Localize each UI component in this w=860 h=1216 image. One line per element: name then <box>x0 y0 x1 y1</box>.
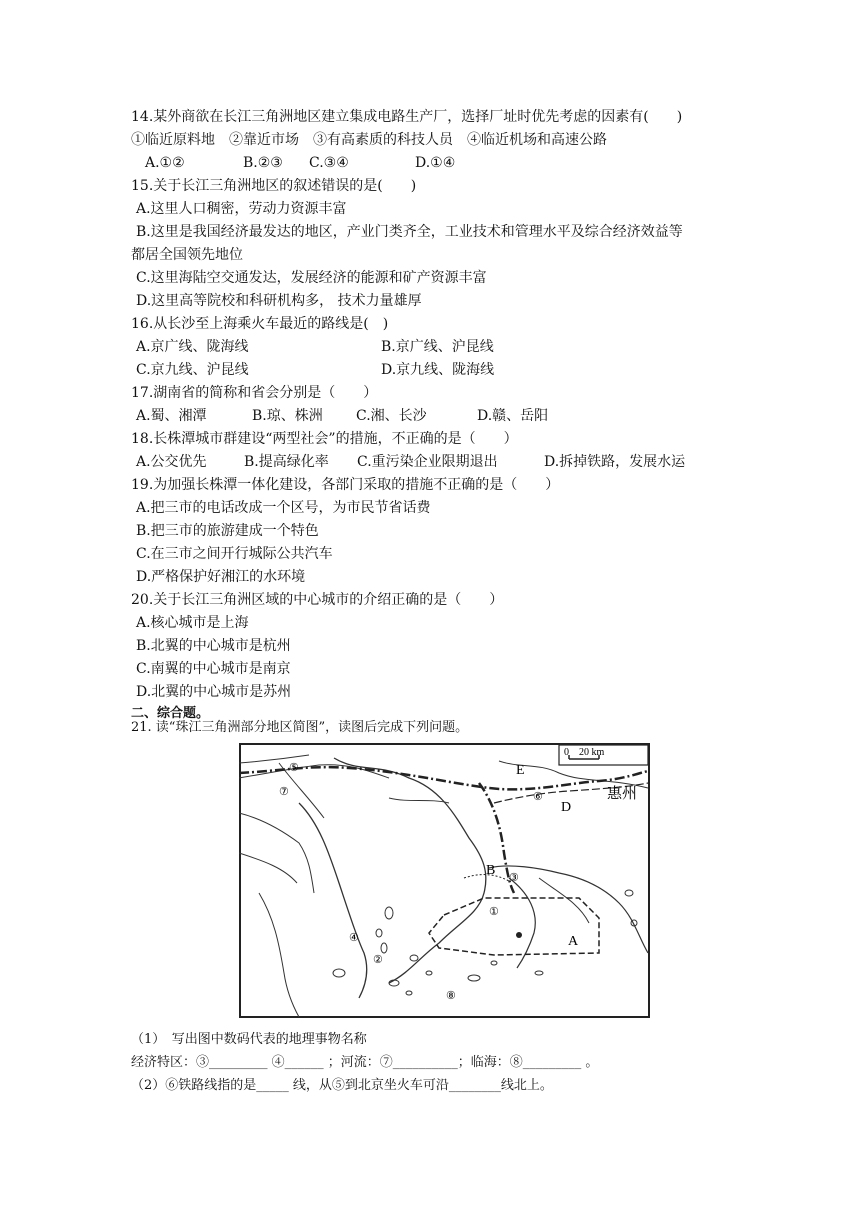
q14-factors: ①临近原料地 ②靠近市场 ③有高素质的科技人员 ④临近机场和高速公路 <box>131 132 607 148</box>
q20-stem: 20.关于长江三角洲区域的中心城市的介绍正确的是（ ） <box>131 592 504 608</box>
q19-option-a: A.把三市的电话改成一个区号，为市民节省话费 <box>136 500 431 516</box>
map-label-6: ⑥ <box>533 790 543 803</box>
q16-option-a: A.京广线、陇海线 <box>136 339 249 355</box>
q20-option-c: C.南翼的中心城市是南京 <box>136 661 291 677</box>
q18-option-b: B.提高绿化率 <box>244 454 329 470</box>
q15-option-b: B.这里是我国经济最发达的地区，产业门类齐全，工业技术和管理水平及综合经济效益等 <box>136 224 683 240</box>
q14-option-c: C.③④ <box>309 155 349 171</box>
q21-sub1-blanks: 经济特区：③_________ ④______ ；河流：⑦__________；临海：⑧_________ 。 <box>131 1055 599 1070</box>
q19-option-c: C.在三市之间开行城际公共汽车 <box>136 546 333 562</box>
q21-sub1-title: （1） 写出图中数码代表的地理事物名称 <box>131 1032 367 1047</box>
q21-stem: 21. 读“珠江三角洲部分地区简图”，读图后完成下列问题。 <box>131 720 469 735</box>
map-label-2: ② <box>373 953 383 966</box>
q20-option-b: B.北翼的中心城市是杭州 <box>136 638 291 654</box>
q15-option-c: C.这里海陆空交通发达，发展经济的能源和矿产资源丰富 <box>136 270 487 286</box>
q17-option-a: A.蜀、湘潭 <box>136 408 207 424</box>
q21-sub2-blanks: （2）⑥铁路线指的是_____ 线，从⑤到北京坐火车可沿________线北上。 <box>131 1078 553 1093</box>
map-label-4: ④ <box>349 931 359 944</box>
q18-option-d: D.拆掉铁路，发展水运 <box>544 454 686 470</box>
section-heading: 二、综合题。 <box>131 706 210 721</box>
q19-stem: 19.为加强长株潭一体化建设，各部门采取的措施不正确的是（ ） <box>131 477 560 493</box>
q15-stem: 15.关于长江三角洲地区的叙述错误的是( ) <box>131 178 417 194</box>
map-label-3: ③ <box>509 871 519 884</box>
map-label-a: A <box>568 934 579 949</box>
q18-stem: 18.长株潭城市群建设“两型社会”的措施，不正确的是（ ） <box>131 431 518 447</box>
q17-option-b: B.琼、株洲 <box>252 408 323 424</box>
q14-option-b: B.②③ <box>243 155 283 171</box>
q16-stem: 16.从长沙至上海乘火车最近的路线是( ) <box>131 316 389 332</box>
map-scale-label: 0 20 km <box>564 747 605 758</box>
q17-option-d: D.赣、岳阳 <box>477 408 549 424</box>
q15-option-d: D.这里高等院校和科研机构多， 技术力量雄厚 <box>136 293 422 309</box>
q18-option-c: C.重污染企业限期退出 <box>357 454 498 470</box>
q20-option-d: D.北翼的中心城市是苏州 <box>136 684 292 700</box>
q17-stem: 17.湖南省的简称和省会分别是（ ） <box>131 385 378 401</box>
q15-option-b-cont: 都居全国领先地位 <box>131 247 243 263</box>
q17-option-c: C.湘、长沙 <box>356 408 427 424</box>
map-label-d: D <box>561 800 572 815</box>
q16-option-b: B.京广线、沪昆线 <box>381 339 494 355</box>
map-label-1: ① <box>489 905 499 918</box>
map-label-b: B <box>486 863 496 878</box>
map-label-5: ⑤ <box>289 761 299 774</box>
map-label-8: ⑧ <box>446 989 456 1002</box>
q18-option-a: A.公交优先 <box>136 454 207 470</box>
pearl-river-delta-map <box>239 743 650 1018</box>
q20-option-a: A.核心城市是上海 <box>136 615 249 631</box>
map-label-e: E <box>516 763 525 778</box>
map-label-7: ⑦ <box>279 785 289 798</box>
q16-option-c: C.京九线、沪昆线 <box>136 362 249 378</box>
q15-option-a: A.这里人口稠密，劳动力资源丰富 <box>136 201 347 217</box>
q16-option-d: D.京九线、陇海线 <box>381 362 495 378</box>
q14-stem: 14.某外商欲在长江三角洲地区建立集成电路生产厂，选择厂址时优先考虑的因素有( ) <box>131 109 683 125</box>
q14-option-a: A.①② <box>145 155 185 171</box>
q19-option-d: D.严格保护好湘江的水环境 <box>136 569 306 585</box>
map-label-huizhou: 惠州 <box>607 784 638 802</box>
q19-option-b: B.把三市的旅游建成一个特色 <box>136 523 319 539</box>
q14-option-d: D.①④ <box>415 155 456 171</box>
